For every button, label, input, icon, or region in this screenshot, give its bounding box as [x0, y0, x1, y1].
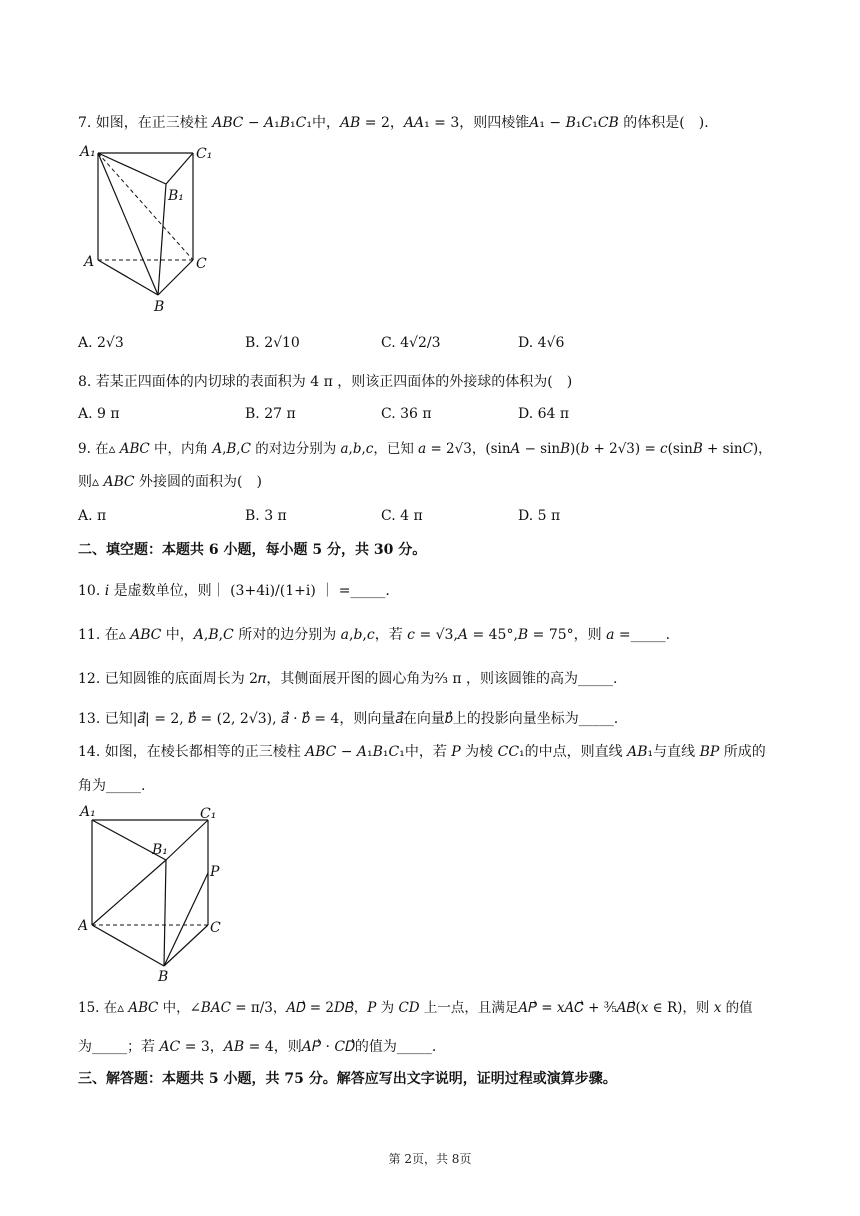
q9-option-c[interactable]: C. 4 π — [381, 508, 423, 524]
question-14-stem: 14. 如图，在棱长都相等的正三棱柱 𝐴𝐵𝐶 − 𝐴₁𝐵₁𝐶₁中，若 𝑃 为棱 𝐶𝐶₁的中点，则直线 𝐴𝐵₁与直线 𝐵𝑃 所成的 — [78, 744, 766, 760]
question-11: 11. 在▵ 𝐴𝐵𝐶 中，𝐴,𝐵,𝐶 所对的边分别为 𝑎,𝑏,𝑐，若 𝑐 = √3,𝐴 = 45°,𝐵 = 75°，则 𝑎 =_____. — [78, 627, 671, 643]
question-7-stem: 7. 如图，在正三棱柱 𝐴𝐵𝐶 − 𝐴₁𝐵₁𝐶₁中，𝐴𝐵 = 2，𝐴𝐴₁ = 3，则四棱锥𝐴₁ − 𝐵₁𝐶₁𝐶𝐵 的体积是( ). — [78, 115, 709, 131]
question-15-stem: 15. 在▵ 𝐴𝐵𝐶 中，∠𝐵𝐴𝐶 = π/3，𝐴𝐷⃗ = 2𝐷𝐵⃗，𝑃 为 𝐶𝐷 上一点，且满足𝐴𝑃⃗ = 𝑥𝐴𝐶⃗ + ⅗𝐴𝐵⃗(𝑥 ∈ R)，则 𝑥 的值 — [78, 1000, 753, 1016]
question-10: 10. 𝑖 是虚数单位，则｜ (3+4i)/(1+i) ｜ =_____. — [78, 583, 390, 599]
label-b: B — [158, 969, 169, 985]
q8-option-a[interactable]: A. 9 π — [78, 406, 120, 422]
q7-option-d[interactable]: D. 4√6 — [518, 335, 565, 351]
section-3-heading: 三、解答题：本题共 5 小题，共 75 分。解答应写出文字说明，证明过程或演算步骤。 — [78, 1071, 617, 1087]
question-9-stem-line2: 则▵ 𝐴𝐵𝐶 外接圆的面积为( ) — [78, 474, 262, 490]
question-12: 12. 已知圆锥的底面周长为 2𝜋，其侧面展开图的圆心角为⅔ π ，则该圆锥的高为_____. — [78, 671, 618, 687]
q9-option-b[interactable]: B. 3 π — [245, 508, 287, 524]
section-2-heading: 二、填空题：本题共 6 小题，每小题 5 分，共 30 分。 — [78, 542, 427, 558]
q9-option-d[interactable]: D. 5 π — [518, 508, 561, 524]
question-15-stem-line2: 为_____；若 𝐴𝐶 = 3，𝐴𝐵 = 4，则𝐴𝑃⃗ · 𝐶𝐷⃗的值为_____. — [78, 1039, 437, 1055]
page-footer: 第 2页，共 8页 — [388, 1152, 472, 1166]
q7-option-a[interactable]: A. 2√3 — [78, 335, 124, 351]
label-b: B — [154, 299, 165, 315]
q7-option-c[interactable]: C. 4√2/3 — [381, 335, 441, 351]
question-14-stem-line2: 角为_____. — [78, 778, 146, 794]
label-c1: C₁ — [200, 806, 217, 822]
label-p: P — [210, 864, 220, 880]
label-a: A — [84, 254, 95, 270]
q8-option-d[interactable]: D. 64 π — [518, 406, 570, 422]
label-c1: C₁ — [196, 146, 213, 162]
question-8-stem: 8. 若某正四面体的内切球的表面积为 4 π ，则该正四面体的外接球的体积为( ) — [78, 374, 573, 390]
q9-option-a[interactable]: A. π — [78, 508, 107, 524]
label-c: C — [210, 920, 221, 936]
prism-figure-q7 — [78, 140, 218, 315]
label-b1: B₁ — [168, 188, 184, 204]
question-13: 13. 已知|𝑎⃗| = 2, 𝑏⃗ = (2, 2√3), 𝑎⃗ · 𝑏⃗ = 4，则向量𝑎⃗在向量𝑏⃗上的投影向量坐标为_____. — [78, 711, 619, 727]
label-a1: A₁ — [80, 804, 96, 820]
q8-option-c[interactable]: C. 36 π — [381, 406, 432, 422]
label-b1: B₁ — [152, 842, 168, 858]
label-a: A — [78, 918, 89, 934]
label-a1: A₁ — [80, 144, 96, 160]
prism-figure-q14 — [78, 798, 238, 988]
question-9-stem: 9. 在▵ 𝐴𝐵𝐶 中，内角 𝐴,𝐵,𝐶 的对边分别为 𝑎,𝑏,𝑐，已知 𝑎 = 2√3，(sin𝐴 − sin𝐵)(𝑏 + 2√3) = 𝑐(sin𝐵 + sin𝐶)， — [78, 441, 772, 457]
label-c: C — [196, 256, 207, 272]
q7-option-b[interactable]: B. 2√10 — [245, 335, 300, 351]
q8-option-b[interactable]: B. 27 π — [245, 406, 296, 422]
